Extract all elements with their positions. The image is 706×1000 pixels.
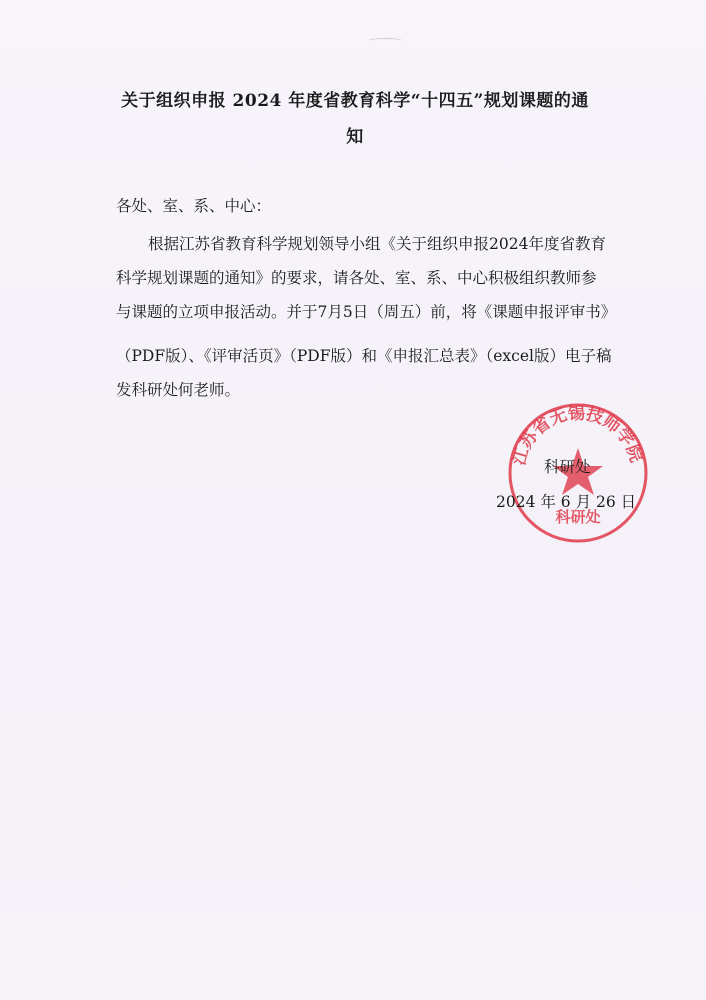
document-title-line-2: 知 xyxy=(346,127,364,147)
paragraph-line-4: （PDF版）、《评审活页》（PDF版）和《申报汇总表》（excel版）电子稿 xyxy=(116,347,612,365)
scan-mark xyxy=(368,38,402,43)
paragraph-line-2: 科学规划课题的通知》的要求，请各处、室、系、中心积极组织教师参 xyxy=(116,269,597,287)
signature-date: 2024 年 6 月 26 日 xyxy=(496,493,637,511)
seal-ring-text: 江苏省无锡技师学院 xyxy=(509,403,646,468)
paragraph-line-3: 与课题的立项申报活动。并于7月5日（周五）前，将《课题申报评审书》 xyxy=(116,303,617,321)
signature-department: 科研处 xyxy=(544,458,591,476)
seal-center-text: 科研处 xyxy=(555,508,601,526)
paragraph-line-5: 发科研处何老师。 xyxy=(116,381,241,399)
salutation: 各处、室、系、中心： xyxy=(116,197,272,215)
paragraph-line-1: 根据江苏省教育科学规划领导小组《关于组织申报2024年度省教育 xyxy=(148,235,606,253)
document-title-line-1: 关于组织申报 2024 年度省教育科学“十四五”规划课题的通 xyxy=(121,91,589,111)
